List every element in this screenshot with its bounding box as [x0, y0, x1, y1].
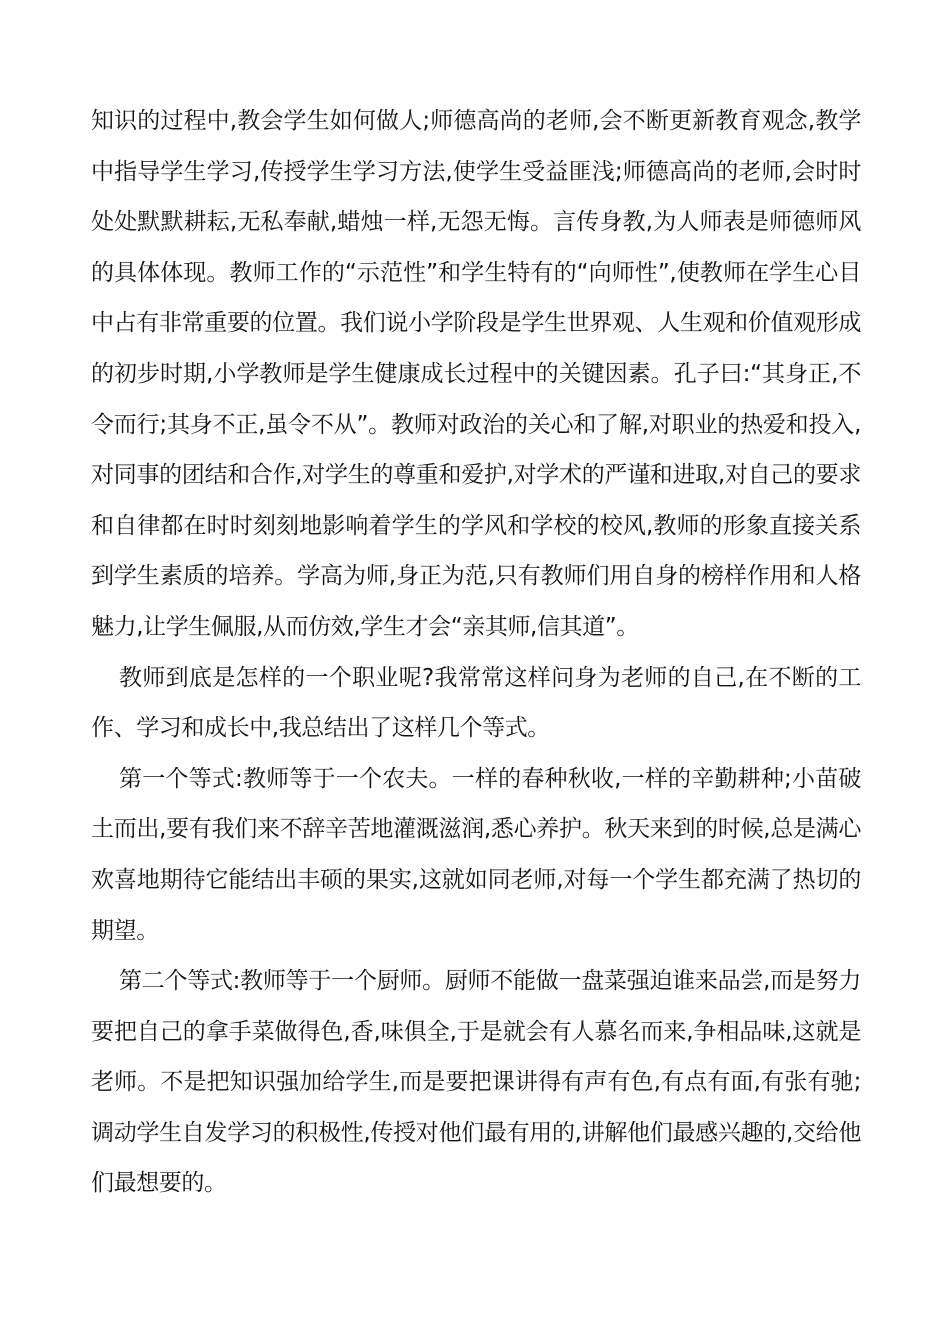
- paragraph-teacher-profession: 教师到底是怎样的一个职业呢?我常常这样问身为老师的自己,在不断的工作、学习和成长中,我总结出了这样几个等式。: [91, 664, 861, 742]
- paragraph-equation-chef: 第二个等式:教师等于一个厨师。厨师不能做一盘菜强迫谁来品尝,而是努力要把自己的拿手菜做得色,香,味俱全,于是就会有人慕名而来,争相品味,这就是老师。不是把知识强加给学生,而是要把课讲得有声有色,有点有面,有张有驰;调动学生自发学习的积极性,传授对他们最有用的,讲解他们最感兴趣的,交给他们最想要的。: [91, 968, 861, 1197]
- paragraph-continuation: 知识的过程中,教会学生如何做人;师德高尚的老师,会不断更新教育观念,教学中指导学生学习,传授学生学习方法,使学生受益匪浅;师德高尚的老师,会时时处处默默耕耘,无私奉献,蜡烛一样,无怨无悔。言传身教,为人师表是师德师风的具体体现。教师工作的“示范性”和学生特有的“向师性”,使教师在学生心目中占有非常重要的位置。我们说小学阶段是学生世界观、人生观和价值观形成的初步时期,小学教师是学生健康成长过程中的关键因素。孔子曰:“其身正,不令而行;其身不正,虽令不从”。教师对政治的关心和了解,对职业的热爱和投入,对同事的团结和合作,对学生的尊重和爱护,对学术的严谨和进取,对自己的要求和自律都在时时刻刻地影响着学生的学风和学校的校风,教师的形象直接关系到学生素质的培养。学高为师,身正为范,只有教师们用自身的榜样作用和人格魅力,让学生佩服,从而仿效,学生才会“亲其师,信其道”。: [91, 108, 861, 640]
- document-body: [91, 96, 861, 1209]
- paragraph-equation-farmer: 第一个等式:教师等于一个农夫。一样的春种秋收,一样的辛勤耕种;小苗破土而出,要有我们来不辞辛苦地灌溉滋润,悉心养护。秋天来到的时候,总是满心欢喜地期待它能结出丰硕的果实,这就如同老师,对每一个学生都充满了热切的期望。: [91, 765, 861, 944]
